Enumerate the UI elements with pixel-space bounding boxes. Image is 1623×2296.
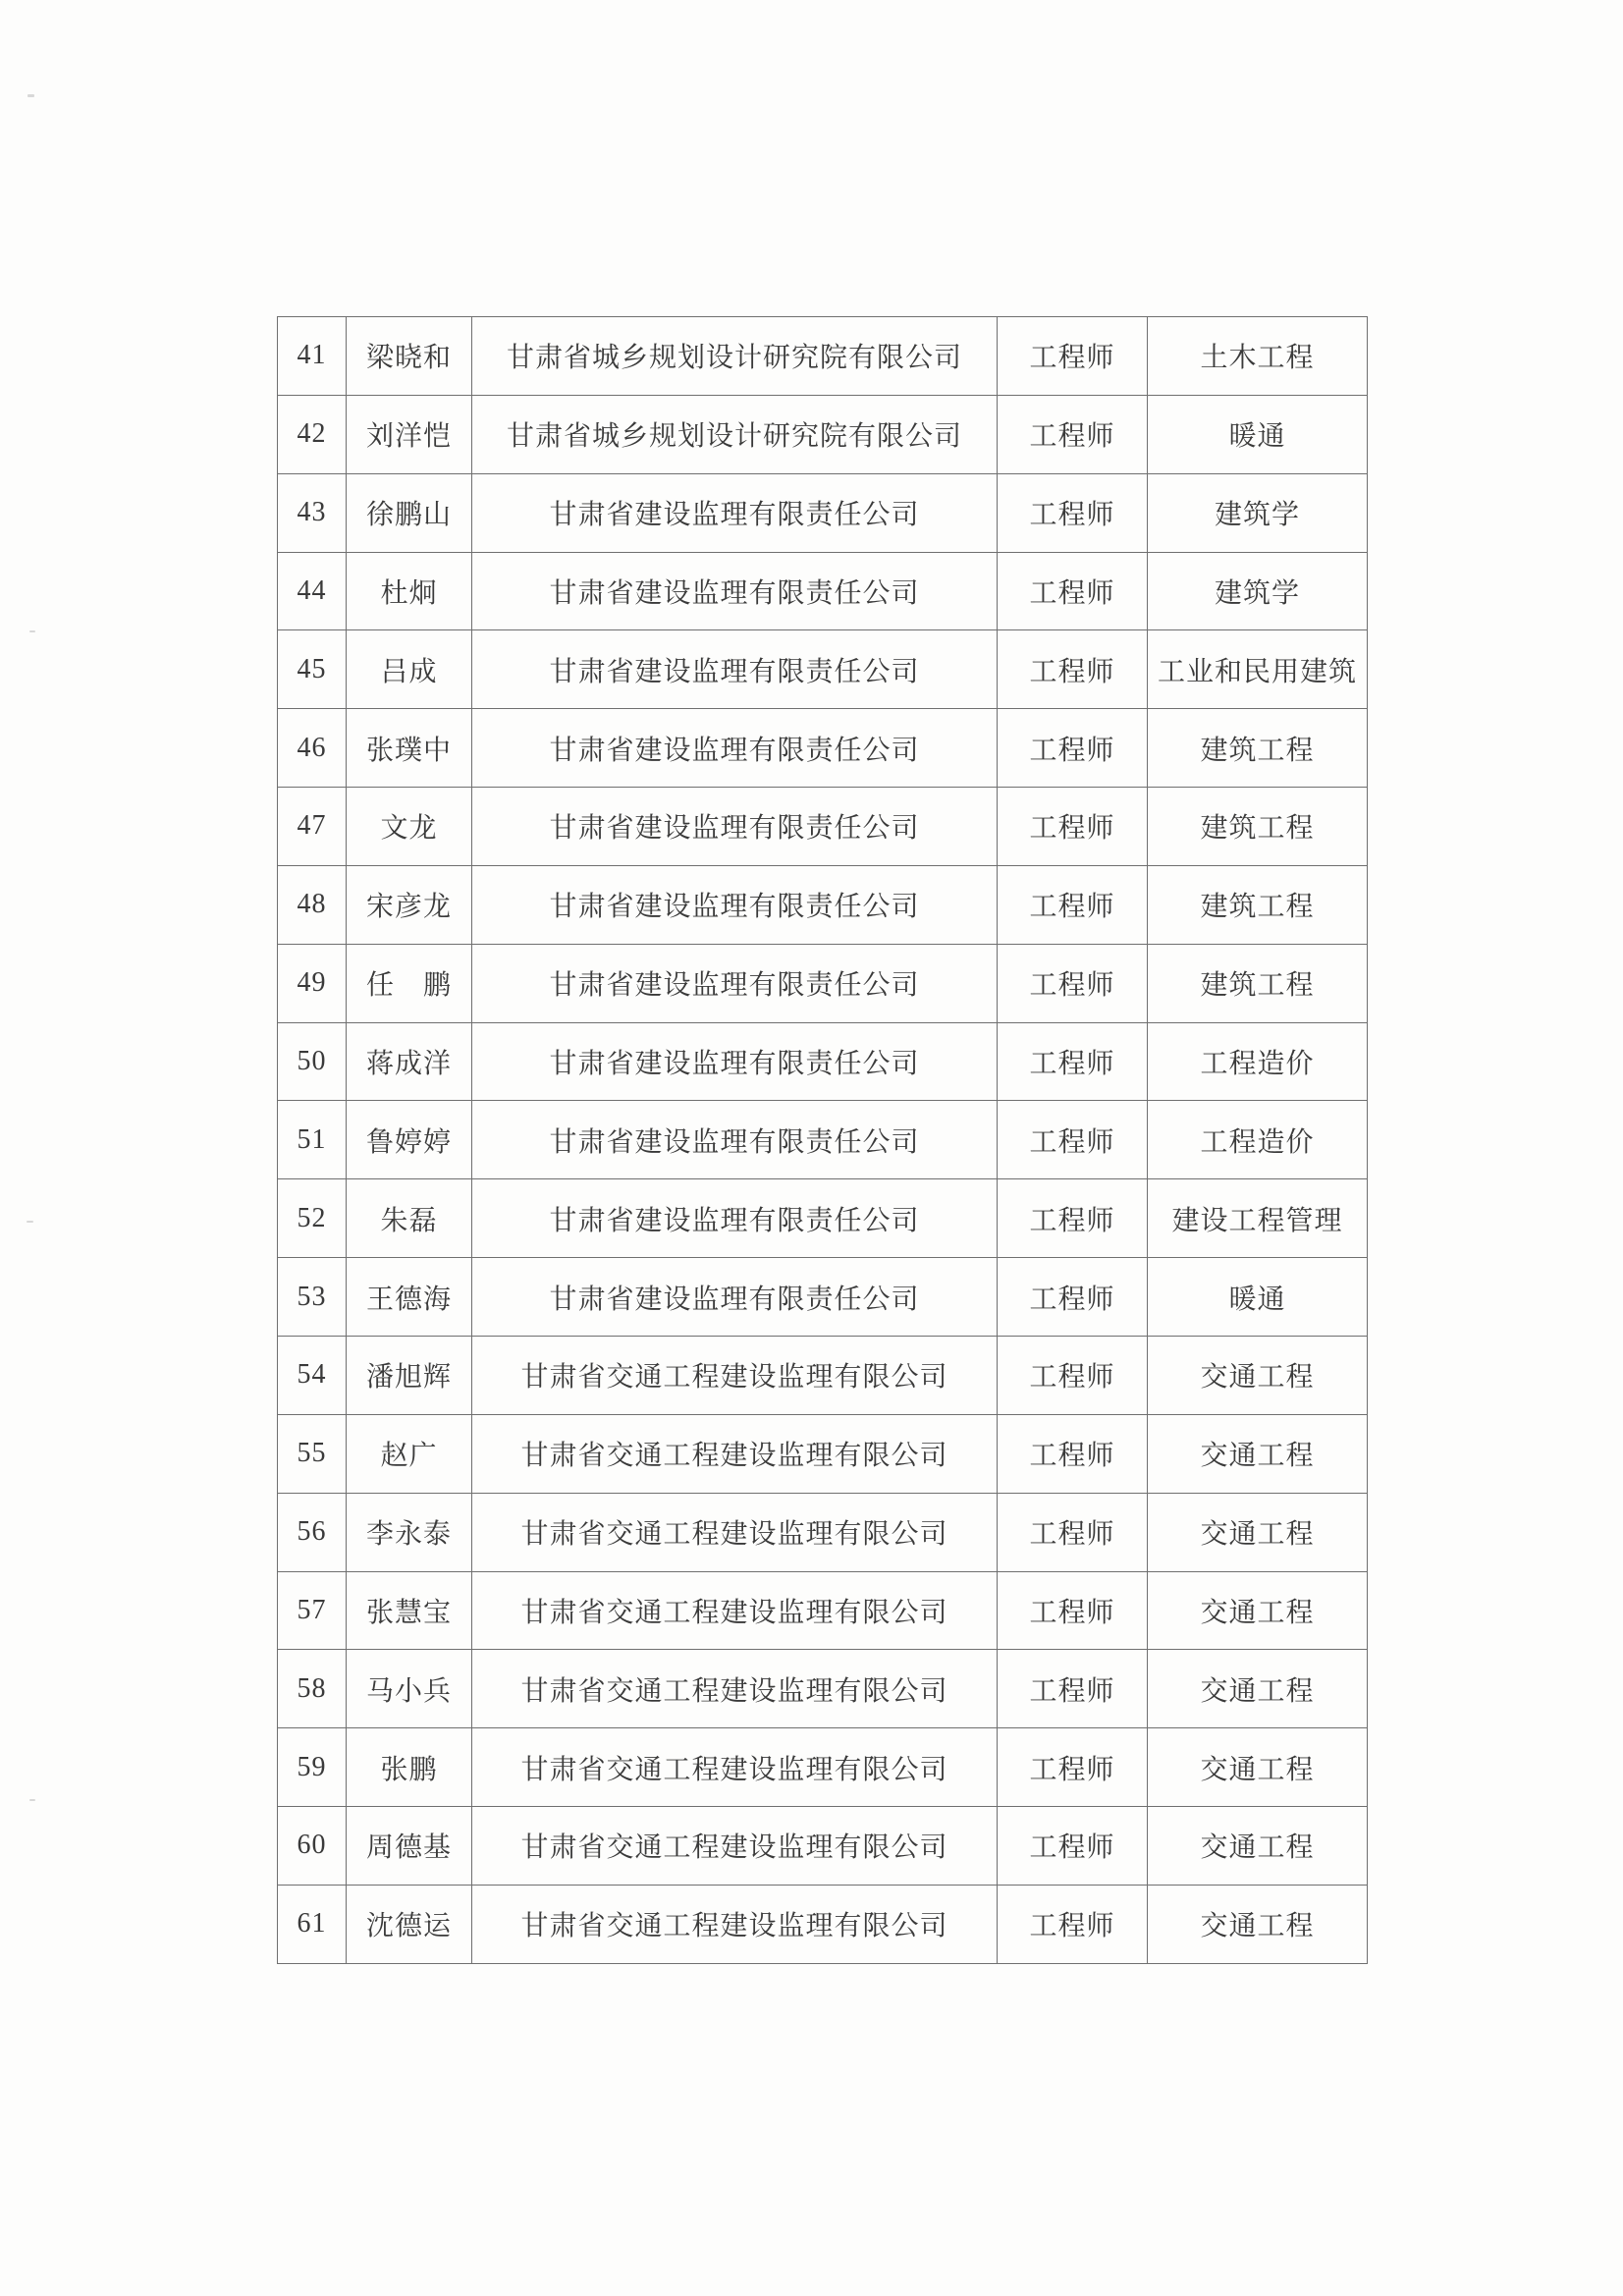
table-row: [278, 1885, 1368, 1963]
table-row: [278, 317, 1368, 396]
cell-row-number: 59: [278, 1728, 347, 1807]
cell-company: 甘肃省建设监理有限责任公司: [472, 788, 998, 866]
cell-person-name: 徐鹏山: [347, 473, 472, 552]
cell-person-name: 梁晓和: [347, 317, 472, 396]
cell-job-title: 工程师: [998, 1571, 1148, 1650]
cell-job-title: 工程师: [998, 1728, 1148, 1807]
table-row: [278, 865, 1368, 944]
cell-row-number: 44: [278, 552, 347, 630]
cell-specialty: 交通工程: [1148, 1885, 1368, 1963]
cell-person-name: 沈德运: [347, 1885, 472, 1963]
cell-job-title: 工程师: [998, 1650, 1148, 1728]
cell-job-title: 工程师: [998, 1493, 1148, 1571]
cell-company: 甘肃省交通工程建设监理有限公司: [472, 1336, 998, 1414]
cell-job-title: 工程师: [998, 1414, 1148, 1493]
cell-person-name: 蒋成洋: [347, 1022, 472, 1101]
cell-specialty: 工程造价: [1148, 1022, 1368, 1101]
cell-company: 甘肃省交通工程建设监理有限公司: [472, 1728, 998, 1807]
table-row: [278, 1022, 1368, 1101]
cell-person-name: 任 鹏: [347, 944, 472, 1022]
cell-person-name: 吕成: [347, 630, 472, 709]
cell-specialty: 交通工程: [1148, 1650, 1368, 1728]
cell-row-number: 52: [278, 1179, 347, 1258]
cell-job-title: 工程师: [998, 630, 1148, 709]
cell-row-number: 41: [278, 317, 347, 396]
cell-specialty: 交通工程: [1148, 1414, 1368, 1493]
table-row: [278, 473, 1368, 552]
cell-specialty: 土木工程: [1148, 317, 1368, 396]
cell-company: 甘肃省建设监理有限责任公司: [472, 552, 998, 630]
cell-job-title: 工程师: [998, 944, 1148, 1022]
cell-company: 甘肃省建设监理有限责任公司: [472, 865, 998, 944]
cell-company: 甘肃省交通工程建设监理有限公司: [472, 1571, 998, 1650]
cell-company: 甘肃省交通工程建设监理有限公司: [472, 1414, 998, 1493]
cell-specialty: 交通工程: [1148, 1728, 1368, 1807]
cell-company: 甘肃省城乡规划设计研究院有限公司: [472, 317, 998, 396]
cell-row-number: 50: [278, 1022, 347, 1101]
cell-row-number: 60: [278, 1807, 347, 1886]
scan-artifact: [27, 94, 34, 97]
cell-company: 甘肃省建设监理有限责任公司: [472, 944, 998, 1022]
cell-job-title: 工程师: [998, 1258, 1148, 1337]
roster-table-body: [278, 317, 1368, 1964]
cell-person-name: 王德海: [347, 1258, 472, 1337]
table-row: [278, 1807, 1368, 1886]
table-row: [278, 1179, 1368, 1258]
cell-specialty: 建筑工程: [1148, 865, 1368, 944]
scan-artifact: [27, 1221, 33, 1223]
cell-specialty: 建设工程管理: [1148, 1179, 1368, 1258]
table-row: [278, 709, 1368, 788]
cell-row-number: 49: [278, 944, 347, 1022]
cell-row-number: 56: [278, 1493, 347, 1571]
cell-job-title: 工程师: [998, 1022, 1148, 1101]
cell-specialty: 交通工程: [1148, 1571, 1368, 1650]
cell-person-name: 潘旭辉: [347, 1336, 472, 1414]
cell-job-title: 工程师: [998, 1807, 1148, 1886]
cell-row-number: 53: [278, 1258, 347, 1337]
cell-row-number: 54: [278, 1336, 347, 1414]
cell-row-number: 58: [278, 1650, 347, 1728]
cell-row-number: 43: [278, 473, 347, 552]
cell-company: 甘肃省建设监理有限责任公司: [472, 1101, 998, 1179]
cell-job-title: 工程师: [998, 1336, 1148, 1414]
cell-specialty: 交通工程: [1148, 1807, 1368, 1886]
cell-company: 甘肃省建设监理有限责任公司: [472, 1179, 998, 1258]
cell-person-name: 刘洋恺: [347, 395, 472, 473]
cell-specialty: 建筑工程: [1148, 788, 1368, 866]
cell-person-name: 杜炯: [347, 552, 472, 630]
table-row: [278, 1493, 1368, 1571]
cell-company: 甘肃省建设监理有限责任公司: [472, 473, 998, 552]
cell-job-title: 工程师: [998, 788, 1148, 866]
cell-company: 甘肃省城乡规划设计研究院有限公司: [472, 395, 998, 473]
table-row: [278, 1336, 1368, 1414]
cell-specialty: 建筑学: [1148, 552, 1368, 630]
table-row: [278, 1571, 1368, 1650]
table-row: [278, 788, 1368, 866]
cell-person-name: 张鹏: [347, 1728, 472, 1807]
table-row: [278, 1650, 1368, 1728]
cell-job-title: 工程师: [998, 552, 1148, 630]
cell-job-title: 工程师: [998, 1885, 1148, 1963]
cell-specialty: 工业和民用建筑: [1148, 630, 1368, 709]
cell-person-name: 文龙: [347, 788, 472, 866]
cell-company: 甘肃省交通工程建设监理有限公司: [472, 1650, 998, 1728]
table-row: [278, 630, 1368, 709]
cell-row-number: 51: [278, 1101, 347, 1179]
table-row: [278, 395, 1368, 473]
cell-row-number: 42: [278, 395, 347, 473]
cell-company: 甘肃省建设监理有限责任公司: [472, 1022, 998, 1101]
table-row: [278, 1258, 1368, 1337]
cell-company: 甘肃省建设监理有限责任公司: [472, 709, 998, 788]
table-row: [278, 1101, 1368, 1179]
cell-row-number: 55: [278, 1414, 347, 1493]
cell-specialty: 交通工程: [1148, 1336, 1368, 1414]
cell-row-number: 46: [278, 709, 347, 788]
cell-row-number: 57: [278, 1571, 347, 1650]
cell-job-title: 工程师: [998, 317, 1148, 396]
cell-person-name: 周德基: [347, 1807, 472, 1886]
cell-job-title: 工程师: [998, 473, 1148, 552]
cell-company: 甘肃省交通工程建设监理有限公司: [472, 1493, 998, 1571]
cell-row-number: 47: [278, 788, 347, 866]
cell-specialty: 建筑工程: [1148, 944, 1368, 1022]
cell-company: 甘肃省建设监理有限责任公司: [472, 630, 998, 709]
cell-person-name: 鲁婷婷: [347, 1101, 472, 1179]
cell-specialty: 建筑工程: [1148, 709, 1368, 788]
table-row: [278, 944, 1368, 1022]
cell-job-title: 工程师: [998, 1101, 1148, 1179]
cell-row-number: 61: [278, 1885, 347, 1963]
cell-row-number: 48: [278, 865, 347, 944]
personnel-roster-table: [277, 316, 1368, 1964]
cell-job-title: 工程师: [998, 1179, 1148, 1258]
cell-specialty: 暖通: [1148, 1258, 1368, 1337]
table-row: [278, 1414, 1368, 1493]
cell-person-name: 张慧宝: [347, 1571, 472, 1650]
cell-job-title: 工程师: [998, 709, 1148, 788]
cell-person-name: 朱磊: [347, 1179, 472, 1258]
cell-specialty: 交通工程: [1148, 1493, 1368, 1571]
cell-row-number: 45: [278, 630, 347, 709]
table-row: [278, 552, 1368, 630]
cell-person-name: 宋彦龙: [347, 865, 472, 944]
scan-artifact: [29, 630, 35, 632]
cell-specialty: 暖通: [1148, 395, 1368, 473]
cell-specialty: 建筑学: [1148, 473, 1368, 552]
cell-person-name: 张璞中: [347, 709, 472, 788]
cell-company: 甘肃省建设监理有限责任公司: [472, 1258, 998, 1337]
cell-person-name: 马小兵: [347, 1650, 472, 1728]
cell-job-title: 工程师: [998, 865, 1148, 944]
cell-person-name: 赵广: [347, 1414, 472, 1493]
cell-company: 甘肃省交通工程建设监理有限公司: [472, 1885, 998, 1963]
table-row: [278, 1728, 1368, 1807]
cell-specialty: 工程造价: [1148, 1101, 1368, 1179]
cell-company: 甘肃省交通工程建设监理有限公司: [472, 1807, 998, 1886]
scan-artifact: [29, 1799, 35, 1801]
cell-job-title: 工程师: [998, 395, 1148, 473]
cell-person-name: 李永泰: [347, 1493, 472, 1571]
